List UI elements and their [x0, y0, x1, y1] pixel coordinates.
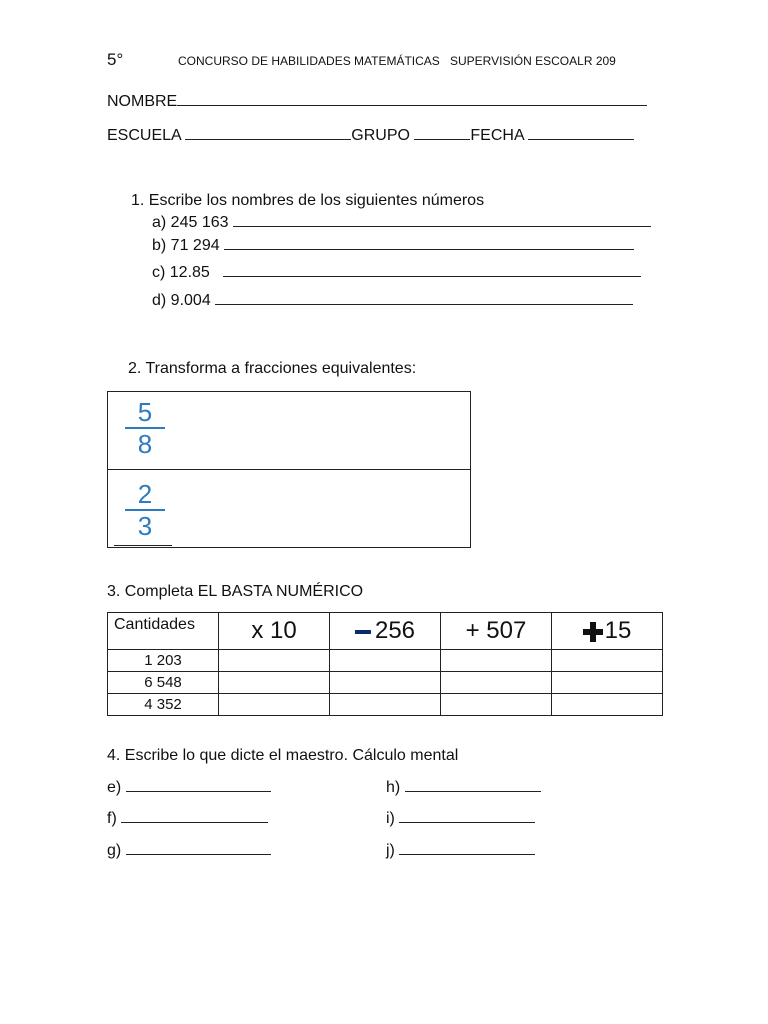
fractions-box — [107, 391, 471, 548]
answer-line[interactable] — [121, 821, 268, 823]
name-line[interactable] — [177, 104, 647, 106]
grade-label: 5° — [107, 50, 124, 69]
school-label: ESCUELA — [107, 127, 181, 144]
answer-cell[interactable] — [552, 650, 663, 672]
q1-item-c: c) 12.85 — [152, 264, 641, 282]
answer-line[interactable] — [233, 225, 651, 227]
q4-item-e: e) — [107, 779, 271, 797]
answer-line[interactable] — [224, 248, 634, 250]
header-divide-15: 15 — [552, 613, 663, 650]
q4-item-f: f) — [107, 810, 268, 828]
q4-item-h: h) — [386, 779, 541, 797]
school-line[interactable] — [185, 138, 351, 140]
q2-title: 2. Transforma a fracciones equivalentes: — [128, 360, 417, 377]
q1-item-d: d) 9.004 — [152, 292, 633, 310]
quantity-cell: 1 203 — [108, 650, 219, 672]
answer-line[interactable] — [399, 821, 535, 823]
minus-icon — [355, 630, 371, 634]
q4-item-g: g) — [107, 842, 271, 860]
answer-cell[interactable] — [219, 694, 330, 716]
answer-cell[interactable] — [552, 694, 663, 716]
quantity-cell: 4 352 — [108, 694, 219, 716]
date-line[interactable] — [528, 138, 634, 140]
answer-cell[interactable] — [441, 650, 552, 672]
q1-item-b: b) 71 294 — [152, 237, 634, 255]
supervision-label: SUPERVISIÓN ESCOALR 209 — [450, 54, 616, 68]
header-minus-256: 256 — [330, 613, 441, 650]
answer-line[interactable] — [215, 303, 633, 305]
q3-title: 3. Completa EL BASTA NUMÉRICO — [107, 583, 364, 600]
answer-cell[interactable] — [330, 694, 441, 716]
quantity-cell: 6 548 — [108, 672, 219, 694]
table-header-row — [108, 613, 663, 650]
table-row — [108, 694, 663, 716]
answer-line[interactable] — [114, 545, 172, 546]
answer-line[interactable] — [405, 790, 541, 792]
q4-title: 4. Escribe lo que dicte el maestro. Cálculo mental — [107, 747, 459, 764]
school-field-row — [107, 127, 634, 145]
header-plus-507: + 507 — [441, 613, 552, 650]
header-cantidades: Cantidades — [108, 613, 219, 650]
group-label: GRUPO — [351, 127, 410, 144]
table-row — [108, 650, 663, 672]
fraction-numerator: 5 — [137, 397, 153, 427]
q1-title: 1. Escribe los nombres de los siguientes números — [131, 192, 485, 209]
answer-cell[interactable] — [330, 672, 441, 694]
fraction-numerator: 2 — [137, 479, 153, 509]
answer-cell[interactable] — [441, 672, 552, 694]
name-label: NOMBRE — [107, 93, 178, 110]
answer-cell[interactable] — [441, 694, 552, 716]
fraction-denominator: 3 — [137, 511, 153, 541]
table-row — [108, 672, 663, 694]
basta-table — [107, 612, 663, 716]
fraction-5-8 — [125, 398, 165, 458]
answer-cell[interactable] — [219, 650, 330, 672]
answer-cell[interactable] — [552, 672, 663, 694]
answer-line[interactable] — [399, 853, 535, 855]
date-label: FECHA — [470, 127, 524, 144]
group-line[interactable] — [414, 138, 470, 140]
name-field-row — [107, 93, 647, 111]
answer-line[interactable] — [223, 275, 641, 277]
fraction-denominator: 8 — [137, 429, 153, 459]
q1-item-a: a) 245 163 — [152, 214, 651, 232]
division-icon — [583, 622, 603, 642]
answer-cell[interactable] — [330, 650, 441, 672]
contest-title: CONCURSO DE HABILIDADES MATEMÁTICAS — [178, 54, 440, 68]
q4-item-j: j) — [386, 842, 535, 860]
answer-line[interactable] — [126, 853, 271, 855]
fractions-divider — [108, 469, 470, 470]
q4-item-i: i) — [386, 810, 535, 828]
header-times-10: x 10 — [219, 613, 330, 650]
fraction-2-3 — [125, 480, 165, 540]
answer-cell[interactable] — [219, 672, 330, 694]
answer-line[interactable] — [126, 790, 271, 792]
